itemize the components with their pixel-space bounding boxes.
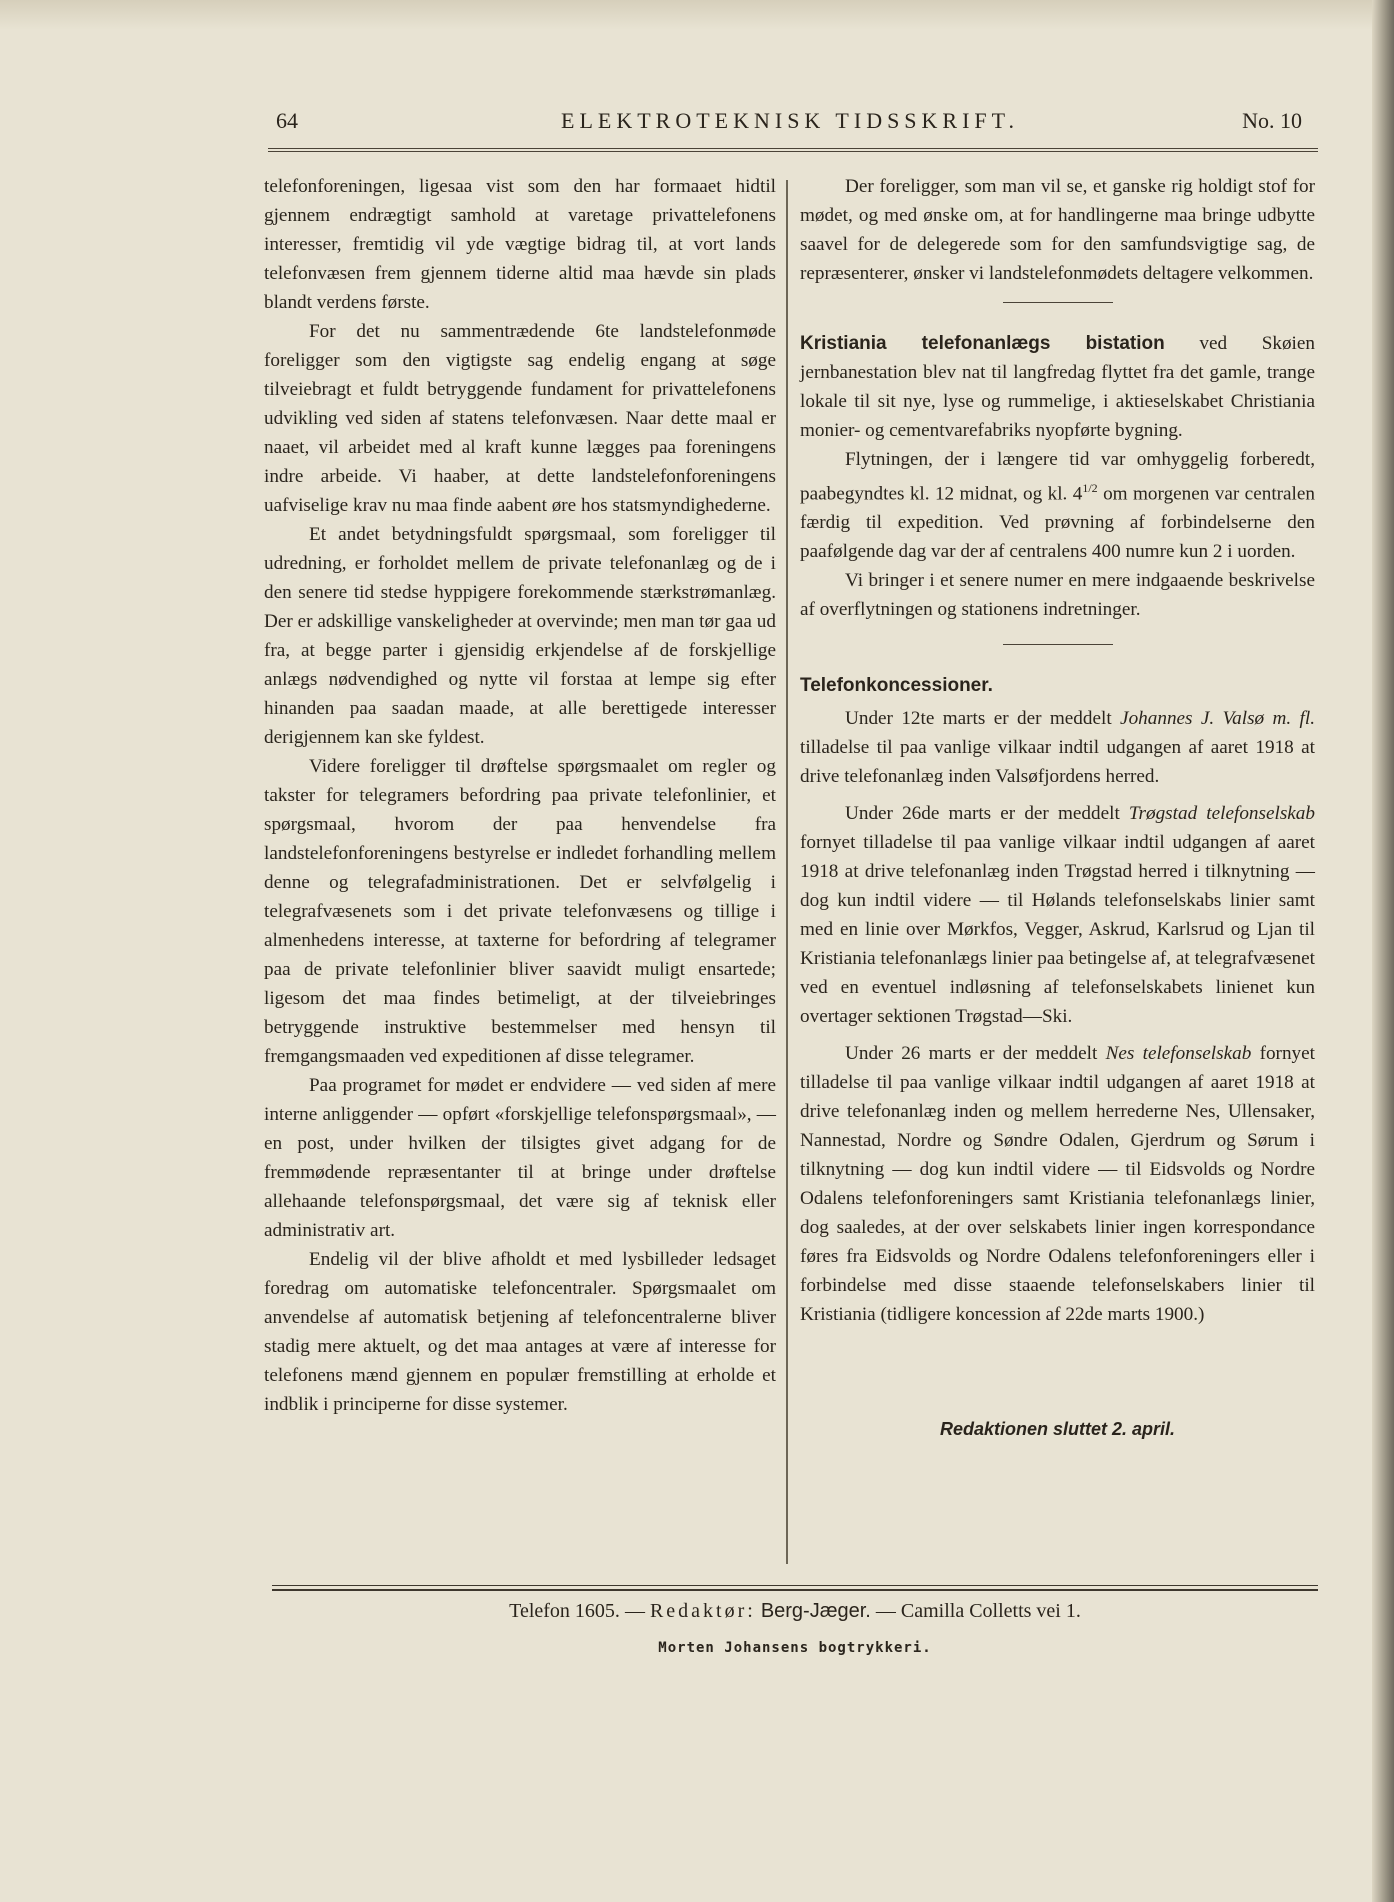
paragraph: telefonforeningen, ligesaa vist som den har formaaet hidtil gjennem endrægtigt samhold at varetage privattelefonens interesser, fremtidig vil yde vægtige bidrag til, at vort lands telefonvæsen frem gjennem tiderne altid maa hævde sin plads blandt verdens første.: [264, 176, 776, 313]
issue-number: No. 10: [1242, 108, 1302, 133]
paragraph: Videre foreligger til drøftelse spørgsmaalet om regler og takster for telegramers befordring paa private telefonlinier, et spørgsmaal, hvorom der paa henvendelse fra landstelefonforeningens bestyrelse er indledet forhandling mellem denne og telegrafadministrationen. Det er selvfølgelig i telegrafvæsenets som i det private telefonvæsens og tillige i almenhedens interesse, at taxterne for befordring af telegramer paa de private telefonlinier bliver saavidt muligt ensartede; ligesom det maa findes betimeligt, at der tilveiebringes betryggende instruktive bestemmelser med hensyn til fremgangsmaaden ved expeditionen af disse telegramer.: [264, 756, 776, 1067]
kristiania-article: Kristiania telefonanlægs bistation ved Skøien jernbanestation blev nat til langfredag flyttet fra det gamle, trange lokale til sit nye, lyse og rummelige, i aktieselskabet Christiania monier- og cementvarefabriks nyopførte bygning.: [800, 333, 1315, 441]
top-shadow: [0, 0, 1394, 30]
editor-label: Redaktør:: [649, 1600, 756, 1622]
header-rule: [268, 148, 1318, 152]
concession-3: Under 26 marts er der meddelt Nes telefonselskab fornyet tilladelse til paa vanlige vilkaar indtil udgangen af aaret 1918 at drive telefonanlæg inden og mellem herrederne Nes, Ullensaker, Nannestad, Nordre og Søndre Odalen, Gjerdrum og Sørum i tilknytning — dog kun indtil videre — til Eidsvolds og Nordre Odalens telefonforeningers samt Kristiania telefonanlægs linier, dog saaledes, at der over selskabets linier ingen korrespondance føres fra Eidsvolds og Nordre Odalens telefonforeningers eller i forbindelse med disse staaende telefonselskabers linier til Kristiania (tidligere koncession af 22de marts 1900.): [800, 1043, 1315, 1326]
concession-1: Under 12te marts er der meddelt Johannes J. Valsø m. fl. tilladelse til paa vanlige vilkaar indtil udgangen af aaret 1918 at drive telefonanlæg inden Valsøfjordens herred.: [800, 708, 1315, 788]
section-divider: [1003, 644, 1113, 645]
address: Camilla Colletts vei 1.: [900, 1600, 1081, 1622]
paragraph: Flytningen, der i længere tid var omhyggelig forberedt, paabegyndtes kl. 12 midnat, og kl. $4^{1/2}$ om morgenen var centralen færdig til expedition. Ved prøvning af forbindelserne den paafølgende dag var der af centralens 400 numre kun 2 i uorden.: [800, 449, 1315, 563]
imprint: Telefon 1605. — Redaktør: Berg-Jæger. — Camilla Colletts vei 1.: [509, 1600, 1081, 1622]
section-divider: [1003, 302, 1113, 303]
running-header: [268, 104, 1312, 138]
phone: Telefon 1605.: [509, 1600, 620, 1622]
paragraph: Paa programet for mødet er endvidere — ved siden af mere interne anliggender — opført «forskjellige telefonspørgsmaal», — en post, under hvilken der tilsigtes givet adgang for de fremmødende repræsentanter til at bringe under drøftelse allehaande telefonspørgsmaal, det være sig af teknisk eller administrativ art.: [264, 1075, 776, 1241]
left-column: [264, 172, 776, 1419]
journal-title: ELEKTROTEKNISK TIDSSKRIFT.: [561, 108, 1019, 133]
page-edge: [1372, 0, 1394, 1902]
concession-2: Under 26de marts er der meddelt Trøgstad telefonselskab fornyet tilladelse til paa vanlige vilkaar indtil udgangen af aaret 1918 at drive telefonanlæg inden Trøgstad herred i tilknytning — dog kun indtil videre — til Hølands telefonselskabs linier samt med en linie over Mørkfos, Vegger, Askrud, Karlsrud og Ljan til Kristiania telefonanlægs linier paa betingelse af, at telegrafvæsenet ved en eventuel indløsning af telefonselskabets linienet kun overtager sektionen Trøgstad—Ski.: [800, 803, 1315, 1028]
paragraph: Et andet betydningsfuldt spørgsmaal, som foreligger til udredning, er forholdet mellem de private telefonanlæg og de i den senere tid stedse hyppigere forekommende stærkstrømanlæg. Der er adskillige vanskeligheder at overvinde; men man tør gaa ud fra, at begge parter i gjensidig erkjendelse af de forskjellige anlægs nødvendighed og nytte vil forstaa at lempe sig efter hinanden paa saadan maade, at alle berettigede interesser derigjennem kan ske fyldest.: [264, 524, 776, 748]
paragraph: Vi bringer i et senere numer en mere indgaaende beskrivelse af overflytningen og stationens indretninger.: [800, 570, 1315, 621]
paragraph: Endelig vil der blive afholdt et med lysbilleder ledsaget foredrag om automatiske telefoncentraler. Spørgsmaalet om anvendelse af automatisk betjening af telefoncentralerne bliver stadig mere aktuelt, og det maa antages at være af interesse for telefonens mænd gjennem en populær fremstilling at erholde et indblik i principerne for disse systemer.: [264, 1249, 776, 1415]
closing-note: Redaktionen sluttet 2. april.: [939, 1419, 1176, 1440]
concessions-heading: Telefonkoncessioner.: [800, 675, 993, 697]
footer-rule: [272, 1585, 1318, 1586]
printer-credit: Morten Johansens bogtrykkeri.: [658, 1640, 932, 1656]
page-number: 64: [276, 108, 298, 133]
footer-rule-thick: [272, 1589, 1318, 1591]
paragraph: Der foreligger, som man vil se, et ganske rig holdigt stof for mødet, og med ønske om, at for handlingerne maa bringe udbytte saavel for de delegerede som for den samfundsvigtige sag, de repræsenterer, ønsker vi landstelefonmødets deltagere velkommen.: [800, 176, 1315, 284]
column-divider: [786, 180, 788, 1564]
right-column: [800, 172, 1315, 1444]
fraction: 1/2: [1082, 481, 1098, 495]
editor-name: Berg-Jæger.: [760, 1600, 871, 1622]
section-heading: Kristiania telefonanlægs bistation: [800, 333, 1165, 354]
paragraph: For det nu sammentrædende 6te landstelefonmøde foreligger som den vigtigste sag endelig engang at søge tilveiebragt et fuldt betryggende fundament for privattelefonens udvikling ved siden af statens telefonvæsen. Naar dette maal er naaet, vil arbeidet med al kraft kunne lægges paa foreningens indre arbeide. Vi haaber, at dette landstelefonforeningens uafviselige krav nu maa finde aabent øre hos statsmyndighederne.: [264, 321, 776, 516]
